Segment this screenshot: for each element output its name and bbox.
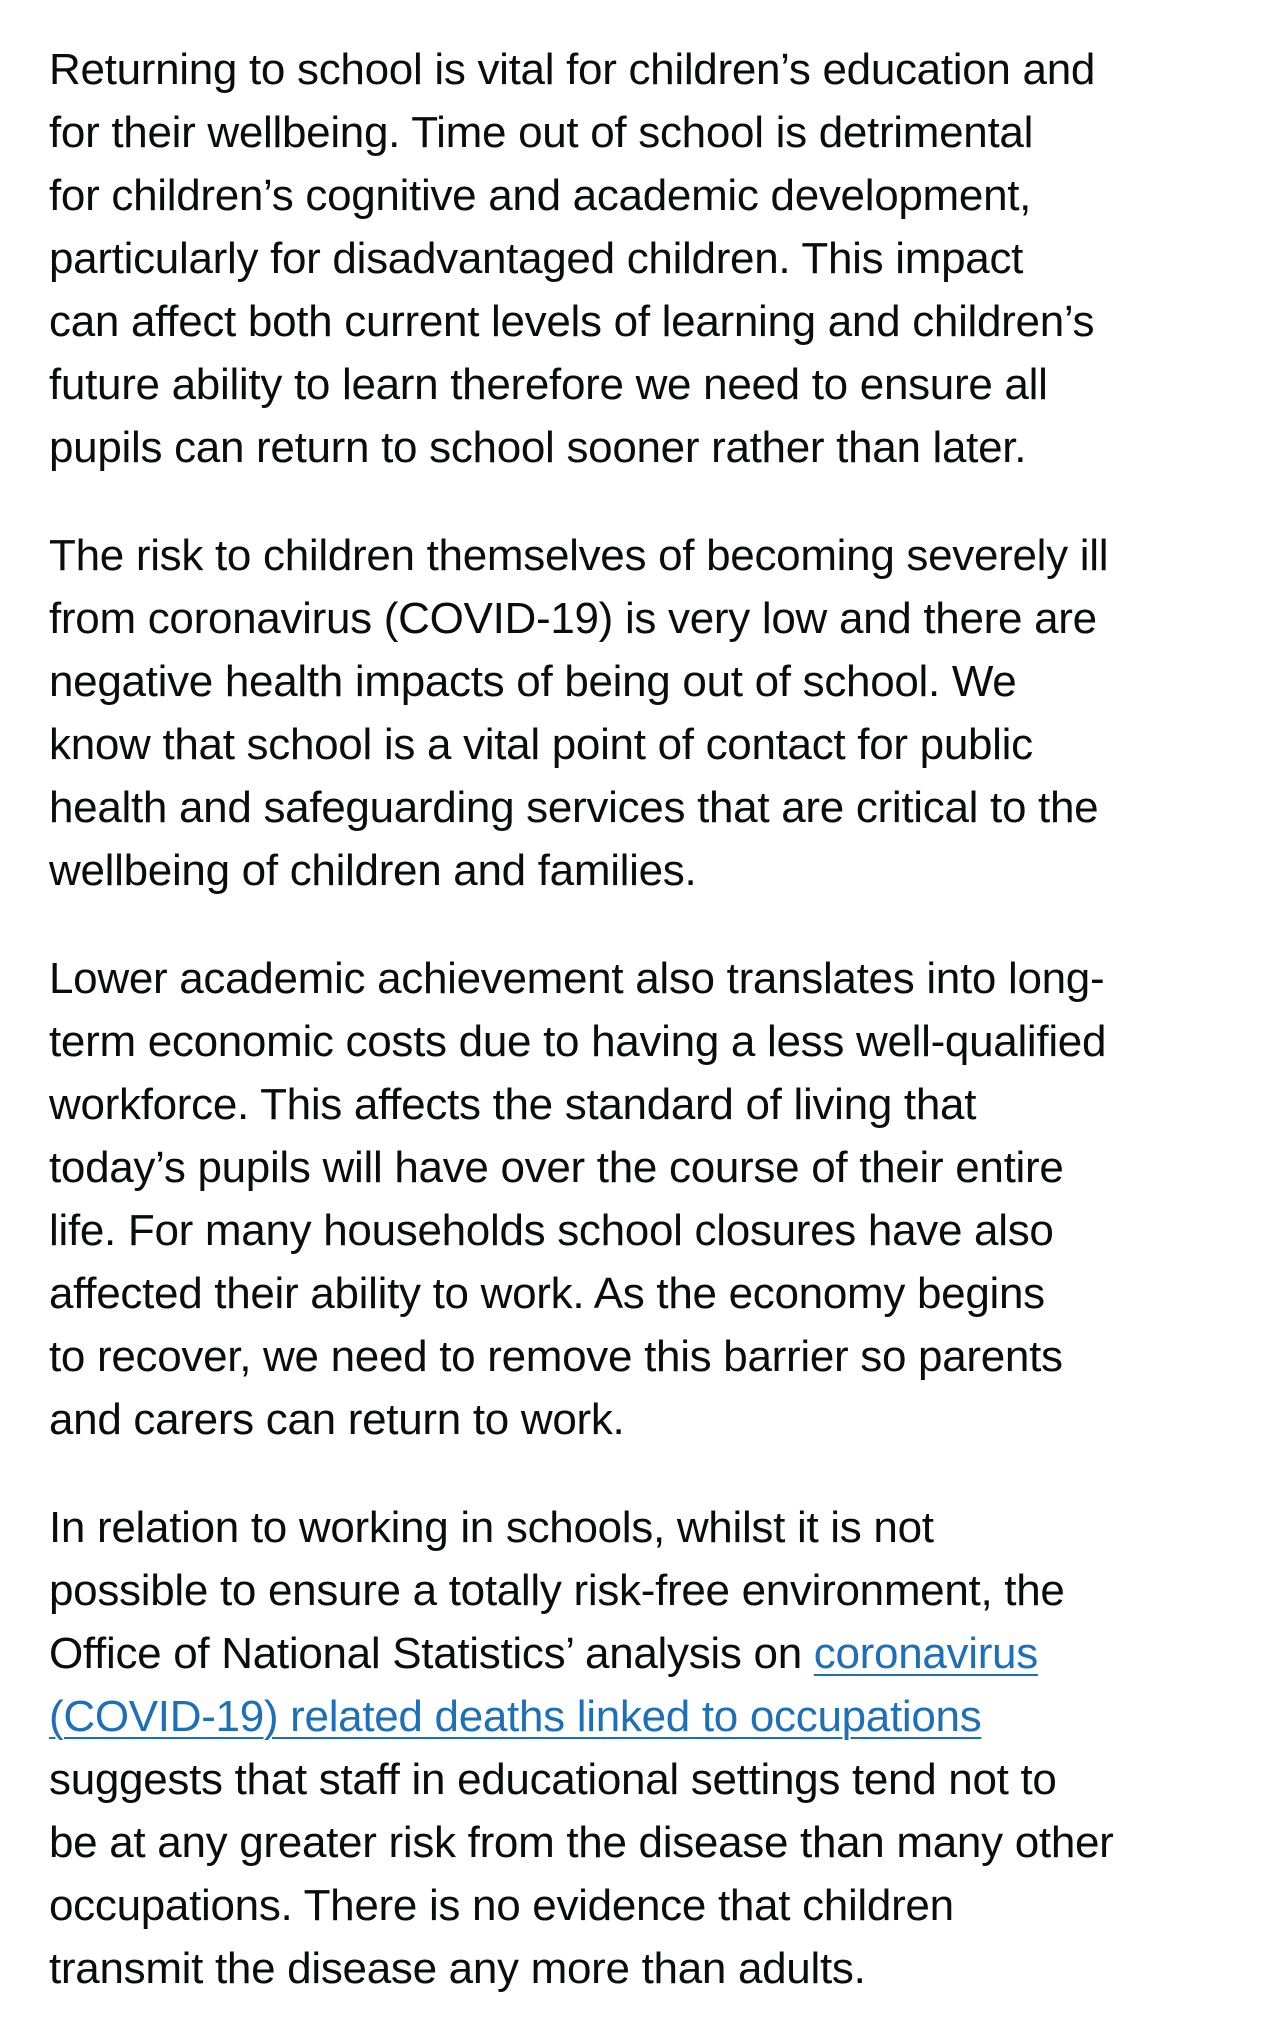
paragraph-line: for their wellbeing. Time out of school is detrimental	[49, 108, 1034, 157]
paragraph-line: workforce. This affects the standard of living that	[49, 1080, 977, 1129]
paragraph-line: Returning to school is vital for children’s education and	[49, 45, 1096, 94]
paragraph-line: transmit the disease any more than adults.	[49, 1944, 866, 1993]
paragraph-line: wellbeing of children and families.	[49, 846, 697, 895]
paragraph-line-with-link	[49, 1622, 1249, 1685]
article-body	[49, 38, 1249, 2000]
paragraph-line: possible to ensure a totally risk-free environment, the	[49, 1566, 1065, 1615]
paragraph-returning-to-school	[49, 38, 1249, 479]
paragraph-risk-to-children	[49, 524, 1249, 902]
paragraph-working-in-schools	[49, 1496, 1249, 2000]
paragraph-line: negative health impacts of being out of school. We	[49, 657, 1017, 706]
paragraph-line: Lower academic achievement also translates into long-	[49, 954, 1105, 1003]
paragraph-line: can affect both current levels of learning and children’s	[49, 297, 1095, 346]
paragraph-line: today’s pupils will have over the course of their entire	[49, 1143, 1064, 1192]
paragraph-line: for children’s cognitive and academic development,	[49, 171, 1032, 220]
paragraph-line: from coronavirus (COVID-19) is very low and there are	[49, 594, 1097, 643]
paragraph-line-link	[49, 1685, 1249, 1748]
paragraph-line: The risk to children themselves of becoming severely ill	[49, 531, 1109, 580]
paragraph-economic-costs	[49, 947, 1249, 1451]
ons-covid-occupations-link-continued[interactable]: (COVID-19) related deaths linked to occupations	[49, 1692, 982, 1741]
paragraph-line: life. For many households school closures have also	[49, 1206, 1054, 1255]
paragraph-line: In relation to working in schools, whilst it is not	[49, 1503, 934, 1552]
paragraph-line: suggests that staff in educational settings tend not to	[49, 1755, 1057, 1804]
paragraph-line: know that school is a vital point of contact for public	[49, 720, 1033, 769]
paragraph-line: affected their ability to work. As the economy begins	[49, 1269, 1045, 1318]
paragraph-line: to recover, we need to remove this barrier so parents	[49, 1332, 1063, 1381]
ons-covid-occupations-link[interactable]: coronavirus	[813, 1629, 1038, 1678]
paragraph-line: occupations. There is no evidence that children	[49, 1881, 954, 1930]
paragraph-line: be at any greater risk from the disease than many other	[49, 1818, 1114, 1867]
paragraph-line: particularly for disadvantaged children. This impact	[49, 234, 1024, 283]
paragraph-line: term economic costs due to having a less well-qualified	[49, 1017, 1107, 1066]
paragraph-line: pupils can return to school sooner rather than later.	[49, 423, 1027, 472]
paragraph-line: health and safeguarding services that are critical to the	[49, 783, 1099, 832]
paragraph-line: and carers can return to work.	[49, 1395, 625, 1444]
paragraph-text: Office of National Statistics’ analysis on	[49, 1629, 814, 1678]
paragraph-line: future ability to learn therefore we need to ensure all	[49, 360, 1048, 409]
